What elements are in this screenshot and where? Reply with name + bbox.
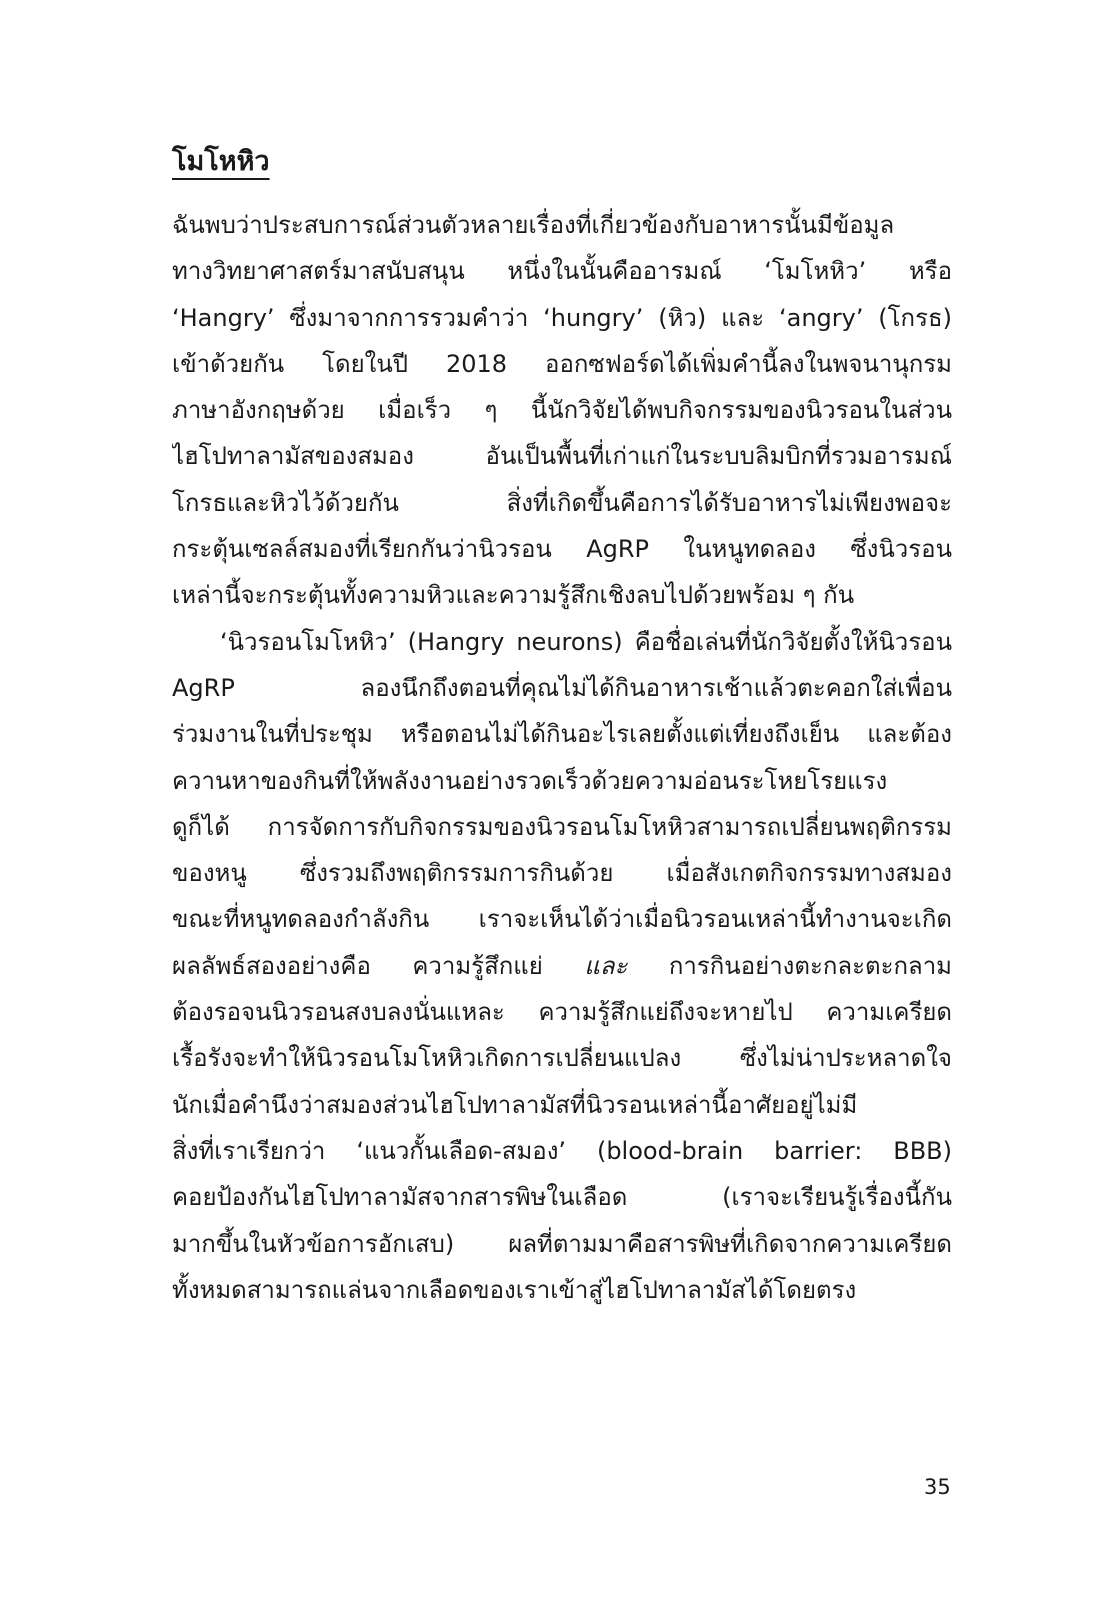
text-line: เหล่านี้จะกระตุ้นทั้งความหิวและความรู้สึกเชิงลบไปด้วยพร้อม ๆ กัน — [172, 581, 855, 610]
text-line: ขณะที่หนูทดลองกำลังกิน เราจะเห็นได้ว่าเมื่อนิวรอนเหล่านี้ทำงานจะเกิด — [172, 905, 952, 934]
text-line — [172, 943, 952, 989]
text-line: มากขึ้นในหัวข้อการอักเสบ) ผลที่ตามมาคือสารพิษที่เกิดจากความเครียด — [172, 1229, 952, 1258]
text-segment: ผลลัพธ์สองอย่างคือ ความรู้สึกแย่ — [172, 951, 543, 980]
body-text — [172, 202, 952, 1313]
page-number: 35 — [924, 1475, 951, 1499]
text-line: คอยป้องกันไฮโปทาลามัสจากสารพิษในเลือด (เราจะเรียนรู้เรื่องนี้กัน — [172, 1183, 952, 1212]
text-line: ของหนู ซึ่งรวมถึงพฤติกรรมการกินด้วย เมื่อสังเกตกิจกรรมทางสมอง — [172, 859, 952, 888]
text-line: โกรธและหิวไว้ด้วยกัน สิ่งที่เกิดขึ้นคือการได้รับอาหารไม่เพียงพอจะ — [172, 488, 952, 517]
text-line: ภาษาอังกฤษด้วย เมื่อเร็ว ๆ นี้นักวิจัยได้พบกิจกรรมของนิวรอนในส่วน — [172, 396, 952, 425]
text-line: ทั้งหมดสามารถแล่นจากเลือดของเราเข้าสู่ไฮโปทาลามัสได้โดยตรง — [172, 1275, 857, 1304]
emphasis-text: และ — [584, 951, 628, 980]
text-line: ไฮโปทาลามัสของสมอง อันเป็นพื้นที่เก่าแก่ในระบบลิมบิกที่รวมอารมณ์ — [172, 442, 952, 471]
text-line: ควานหาของกินที่ให้พลังงานอย่างรวดเร็วด้วยความอ่อนระโหยโรยแรง — [172, 766, 888, 795]
text-line: ฉันพบว่าประสบการณ์ส่วนตัวหลายเรื่องที่เกี่ยวข้องกับอาหารนั้นมีข้อมูล — [172, 211, 895, 239]
text-line: AgRP ลองนึกถึงตอนที่คุณไม่ได้กินอาหารเช้าแล้วตะคอกใส่เพื่อน — [172, 673, 952, 702]
text-line: ต้องรอจนนิวรอนสงบลงนั่นแหละ ความรู้สึกแย่ถึงจะหายไป ความเครียด — [172, 998, 952, 1027]
text-line: ‘Hangry’ ซึ่งมาจากการรวมคำว่า ‘hungry’ (หิว) และ ‘angry’ (โกรธ) — [172, 303, 952, 332]
text-line: กระตุ้นเซลล์สมองที่เรียกกันว่านิวรอน AgRP ในหนูทดลอง ซึ่งนิวรอน — [172, 535, 952, 564]
text-line: เข้าด้วยกัน โดยในปี 2018 ออกซฟอร์ดได้เพิ่มคำนี้ลงในพจนานุกรม — [172, 349, 952, 378]
text-line: ทางวิทยาศาสตร์มาสนับสนุน หนึ่งในนั้นคืออารมณ์ ‘โมโหหิว’ หรือ — [172, 257, 952, 286]
section-heading: โมโหหิว — [172, 146, 270, 177]
text-line: เรื้อรังจะทำให้นิวรอนโมโหหิวเกิดการเปลี่ยนแปลง ซึ่งไม่น่าประหลาดใจ — [172, 1044, 952, 1073]
text-line: สิ่งที่เราเรียกว่า ‘แนวกั้นเลือด-สมอง’ (blood-brain barrier: BBB) — [172, 1136, 952, 1165]
text-segment: การกินอย่างตะกละตะกลาม — [668, 951, 952, 980]
text-line: ดูก็ได้ การจัดการกับกิจกรรมของนิวรอนโมโหหิวสามารถเปลี่ยนพฤติกรรม — [172, 812, 952, 841]
text-line: ร่วมงานในที่ประชุม หรือตอนไม่ได้กินอะไรเลยตั้งแต่เที่ยงถึงเย็น และต้อง — [172, 720, 952, 749]
text-line: นักเมื่อคำนึงว่าสมองส่วนไฮโปทาลามัสที่นิวรอนเหล่านี้อาศัยอยู่ไม่มี — [172, 1090, 858, 1119]
text-line: ‘นิวรอนโมโหหิว’ (Hangry neurons) คือชื่อเล่นที่นักวิจัยตั้งให้นิวรอน — [220, 627, 952, 656]
